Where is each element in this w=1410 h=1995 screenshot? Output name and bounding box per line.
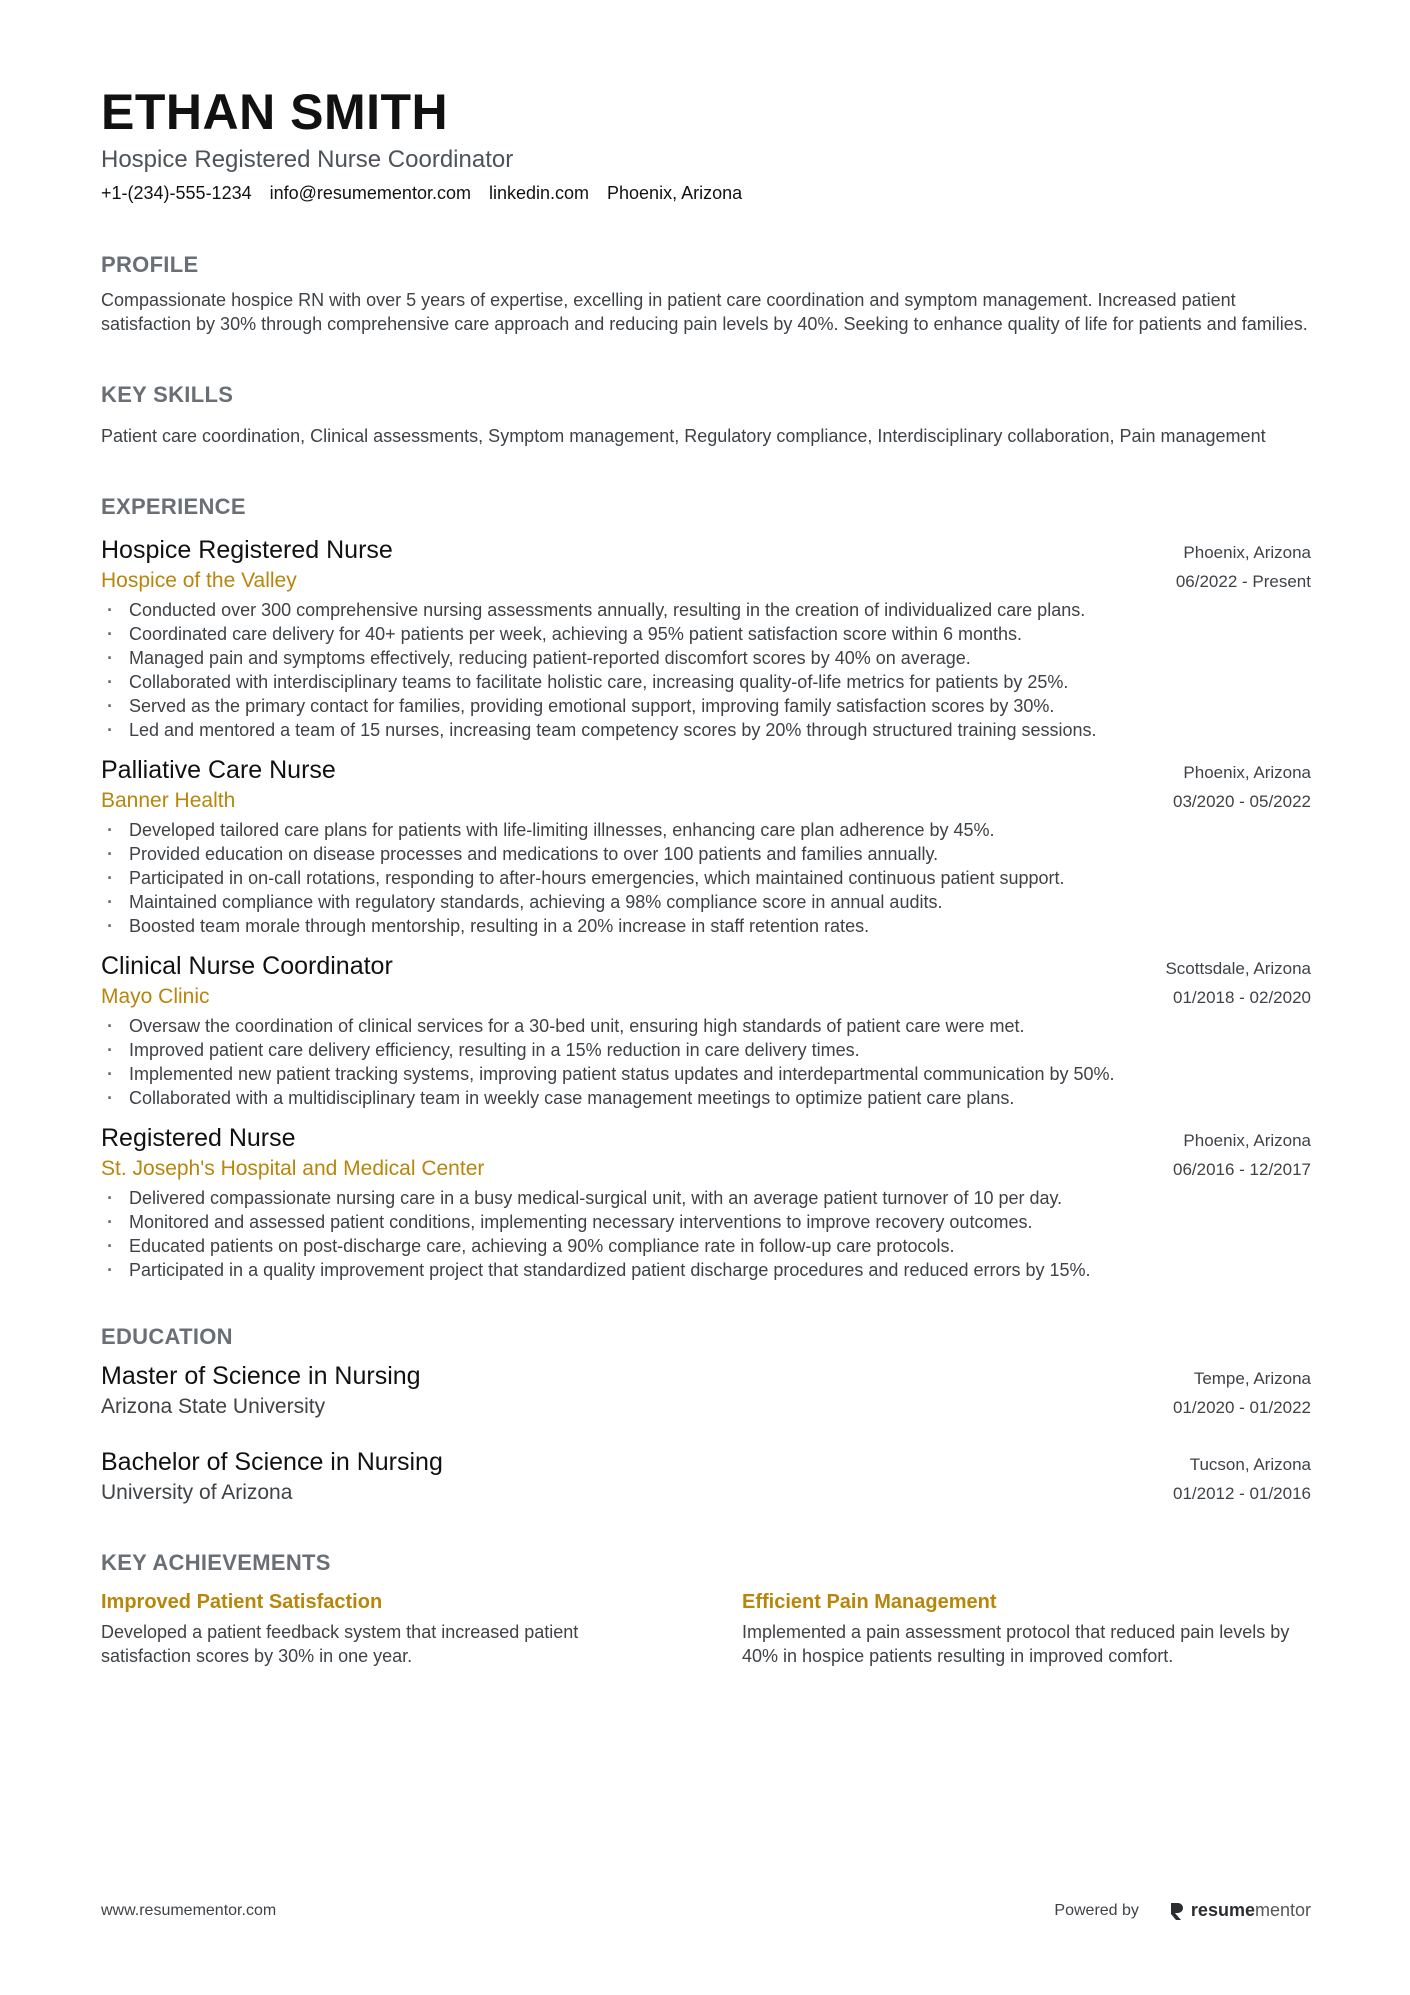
contact-location: Phoenix, Arizona [607,183,743,203]
job-location: Phoenix, Arizona [1183,763,1311,782]
profile-summary: Compassionate hospice RN with over 5 years of expertise, excelling in patient care coordination and symptom management. Increased patient satisfaction by 30% through comprehensive care approach and reducing pain levels by 40%. Seeking to enhance quality of life for patients and families. [101,290,1308,334]
experience-section [101,492,1311,1282]
job-location: Phoenix, Arizona [1183,1131,1311,1150]
job-bullet: · Managed pain and symptoms effectively, reducing patient-reported discomfort scores by 40% on average. [101,646,1311,670]
job-title: Hospice Registered Nurse [101,536,393,564]
job-bullet: · Educated patients on post-discharge care, achieving a 90% compliance rate in follow-up care protocols. [101,1234,1311,1258]
footer-website-link[interactable]: www.resumementor.com [101,1901,277,1919]
job-dates: 06/2022 - Present [1175,572,1311,591]
job-entry [101,534,1311,742]
education-dates: 01/2020 - 01/2022 [1172,1398,1311,1417]
section-title-education: EDUCATION [101,1324,233,1349]
job-bullets [101,1014,1311,1110]
achievements-section [101,1548,1311,1668]
section-title-achievements: KEY ACHIEVEMENTS [101,1550,331,1575]
job-title: Palliative Care Nurse [101,756,336,784]
job-bullets [101,598,1311,742]
job-entry [101,950,1311,1110]
achievements-grid [101,1588,1311,1668]
job-bullet: · Led and mentored a team of 15 nurses, increasing team competency scores by 20% through structured training sessions. [101,718,1311,742]
education-entry [101,1446,1311,1508]
section-title-profile: PROFILE [101,252,199,277]
job-bullet: · Coordinated care delivery for 40+ patients per week, achieving a 95% patient satisfaction score within 6 months. [101,622,1311,646]
contact-email[interactable]: info@resumementor.com [269,183,471,203]
job-bullet: · Developed tailored care plans for patients with life-limiting illnesses, enhancing care plan adherence by 45%. [101,818,1311,842]
brand-logo[interactable] [1169,1900,1311,1921]
education-entry [101,1360,1311,1422]
job-bullets [101,818,1311,938]
job-bullets [101,1186,1311,1282]
job-bullet: · Collaborated with interdisciplinary teams to facilitate holistic care, increasing quality-of-life metrics for patients by 25%. [101,670,1311,694]
job-dates: 06/2016 - 12/2017 [1172,1160,1311,1179]
section-title-skills: KEY SKILLS [101,382,234,407]
section-title-experience: EXPERIENCE [101,494,246,519]
resumementor-logo-icon [1169,1901,1185,1921]
job-bullet: · Boosted team morale through mentorship, resulting in a 20% increase in staff retention rates. [101,914,1311,938]
job-bullet: · Delivered compassionate nursing care in a busy medical-surgical unit, with an average patient turnover of 10 per day. [101,1186,1311,1210]
job-bullet: · Collaborated with a multidisciplinary team in weekly case management meetings to optimize patient care plans. [101,1086,1311,1110]
education-school: University of Arizona [101,1481,293,1504]
job-company: St. Joseph's Hospital and Medical Center [101,1157,485,1180]
contact-line [101,180,1311,206]
footer [101,1900,1311,1921]
achievement-card [101,1588,670,1668]
job-company: Hospice of the Valley [101,569,297,592]
job-bullet: · Participated in on-call rotations, responding to after-hours emergencies, which maintained continuous patient support. [101,866,1311,890]
job-bullet: · Maintained compliance with regulatory standards, achieving a 98% compliance score in annual audits. [101,890,1311,914]
achievement-title: Efficient Pain Management [742,1591,997,1613]
education-dates: 01/2012 - 01/2016 [1172,1484,1311,1503]
job-bullet: · Improved patient care delivery efficiency, resulting in a 15% reduction in care delivery times. [101,1038,1311,1062]
brand-name-bold: resume [1190,1900,1255,1920]
job-location: Phoenix, Arizona [1183,543,1311,562]
job-company: Banner Health [101,789,236,812]
job-bullet: · Oversaw the coordination of clinical services for a 30-bed unit, ensuring high standards of patient care were met. [101,1014,1311,1038]
job-bullet: · Implemented new patient tracking systems, improving patient status updates and interdepartmental communication by 50%. [101,1062,1311,1086]
achievement-card [742,1588,1311,1668]
job-dates: 01/2018 - 02/2020 [1172,988,1311,1007]
footer-branding [1054,1900,1311,1921]
education-location: Tucson, Arizona [1189,1455,1311,1474]
candidate-headline: Hospice Registered Nurse Coordinator [101,146,514,173]
job-entry [101,1122,1311,1282]
education-location: Tempe, Arizona [1193,1369,1311,1388]
job-entry [101,754,1311,938]
job-dates: 03/2020 - 05/2022 [1172,792,1311,811]
job-title: Registered Nurse [101,1124,296,1152]
job-title: Clinical Nurse Coordinator [101,952,393,980]
skills-list: Patient care coordination, Clinical assessments, Symptom management, Regulatory compliance, Interdisciplinary collaboration, Pain management [101,426,1266,446]
powered-by-label: Powered by [1054,1901,1139,1919]
resume-content [101,82,1311,1668]
job-bullet: · Conducted over 300 comprehensive nursing assessments annually, resulting in the creation of individualized care plans. [101,598,1311,622]
candidate-name: ETHAN SMITH [101,84,449,140]
job-location: Scottsdale, Arizona [1165,959,1311,978]
achievement-description: Developed a patient feedback system that increased patient satisfaction scores by 30% in one year. [101,1622,579,1666]
header [101,82,1311,206]
job-bullet: · Participated in a quality improvement project that standardized patient discharge procedures and reduced errors by 15%. [101,1258,1311,1282]
brand-name-light: mentor [1254,1900,1311,1920]
job-bullet: · Served as the primary contact for families, providing emotional support, improving family satisfaction scores by 30%. [101,694,1311,718]
job-bullet: · Monitored and assessed patient conditions, implementing necessary interventions to improve recovery outcomes. [101,1210,1311,1234]
achievement-title: Improved Patient Satisfaction [101,1591,383,1613]
job-company: Mayo Clinic [101,985,210,1008]
education-degree: Bachelor of Science in Nursing [101,1448,443,1476]
education-school: Arizona State University [101,1395,326,1418]
education-section [101,1322,1311,1508]
education-degree: Master of Science in Nursing [101,1362,421,1390]
profile-section [101,250,1311,336]
job-bullet: · Provided education on disease processes and medications to over 100 patients and families annually. [101,842,1311,866]
skills-section [101,380,1311,448]
contact-linkedin[interactable]: linkedin.com [488,183,590,203]
contact-phone[interactable]: +1-(234)-555-1234 [101,183,252,203]
achievement-description: Implemented a pain assessment protocol that reduced pain levels by 40% in hospice patients resulting in improved comfort. [742,1622,1290,1666]
